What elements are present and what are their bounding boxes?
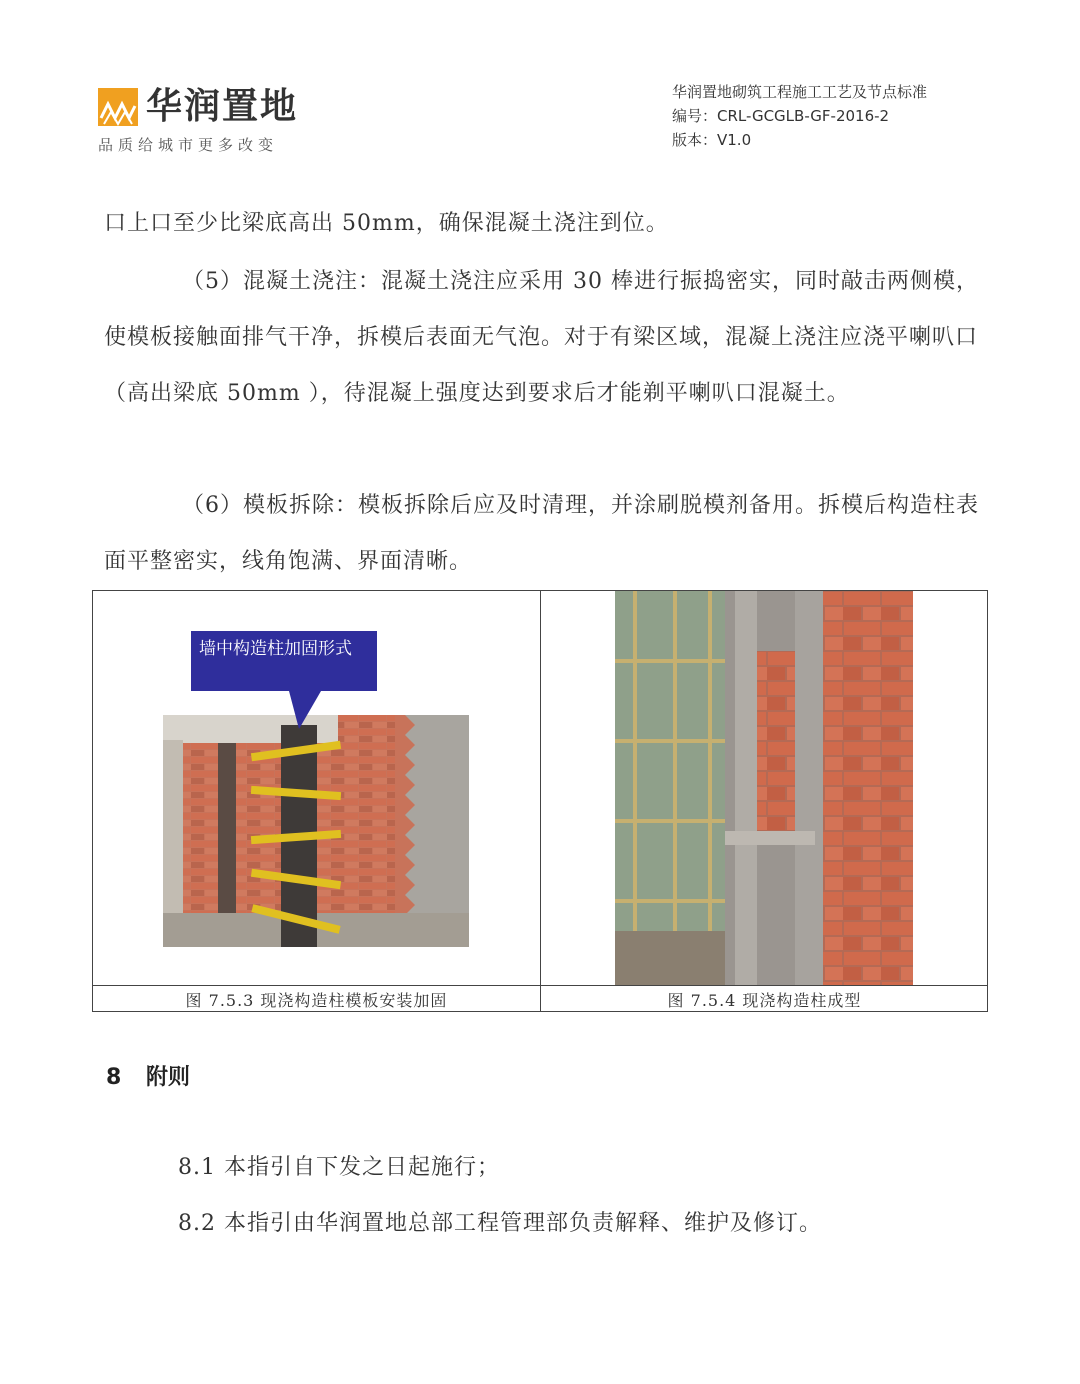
paragraph-formwork-removal: （6）模板拆除：模板拆除后应及时清理，并涂刷脱模剂备用。拆模后构造柱表面平整密实，线角饱满、界面清晰。 xyxy=(104,493,979,574)
figure-caption-right: 图 7.5.4 现浇构造柱成型 xyxy=(667,991,862,1010)
document-info xyxy=(672,80,927,152)
document-number: 编号：CRL-GCGLB-GF-2016-2 xyxy=(672,107,890,125)
company-logo xyxy=(98,84,318,156)
figure-table xyxy=(92,590,988,1012)
logo-mark-icon xyxy=(98,88,138,126)
company-slogan: 品质给城市更多改变 xyxy=(98,136,279,154)
figure-caption-left: 图 7.5.3 现浇构造柱模板安装加固 xyxy=(185,991,448,1010)
finished-column-photo xyxy=(615,591,913,985)
table-divider-horizontal xyxy=(93,985,987,986)
paragraph-continued: 口上口至少比梁底高出 50mm，确保混凝土浇注到位。 xyxy=(104,211,669,236)
section-title: 附则 xyxy=(146,1065,191,1090)
callout-arrow-icon xyxy=(289,691,321,729)
document-title: 华润置地砌筑工程施工工艺及节点标准 xyxy=(672,83,928,101)
company-name: 华润置地 xyxy=(146,86,299,127)
section-item: 8.1 本指引自下发之日起施行； xyxy=(178,1155,500,1180)
callout-label: 墙中构造柱加固形式 xyxy=(191,631,377,691)
table-divider-vertical xyxy=(540,591,541,1011)
document-version: 版本：V1.0 xyxy=(672,131,752,149)
section-item: 8.2 本指引由华润置地总部工程管理部负责解释、维护及修订。 xyxy=(178,1211,822,1236)
section-heading xyxy=(106,1060,190,1096)
section-number: 8 xyxy=(106,1065,122,1090)
formwork-reinforcement-photo xyxy=(163,715,469,947)
paragraph-concrete-pouring: （5）混凝土浇注：混凝土浇注应采用 30 棒进行振捣密实，同时敲击两侧模，使模板接触面排气干净，拆模后表面无气泡。对于有梁区域，混凝上浇注应浇平喇叭口（高出梁底 50mm ），待混凝上强度达到要求后才能剃平喇叭口混凝土。 xyxy=(104,269,979,406)
